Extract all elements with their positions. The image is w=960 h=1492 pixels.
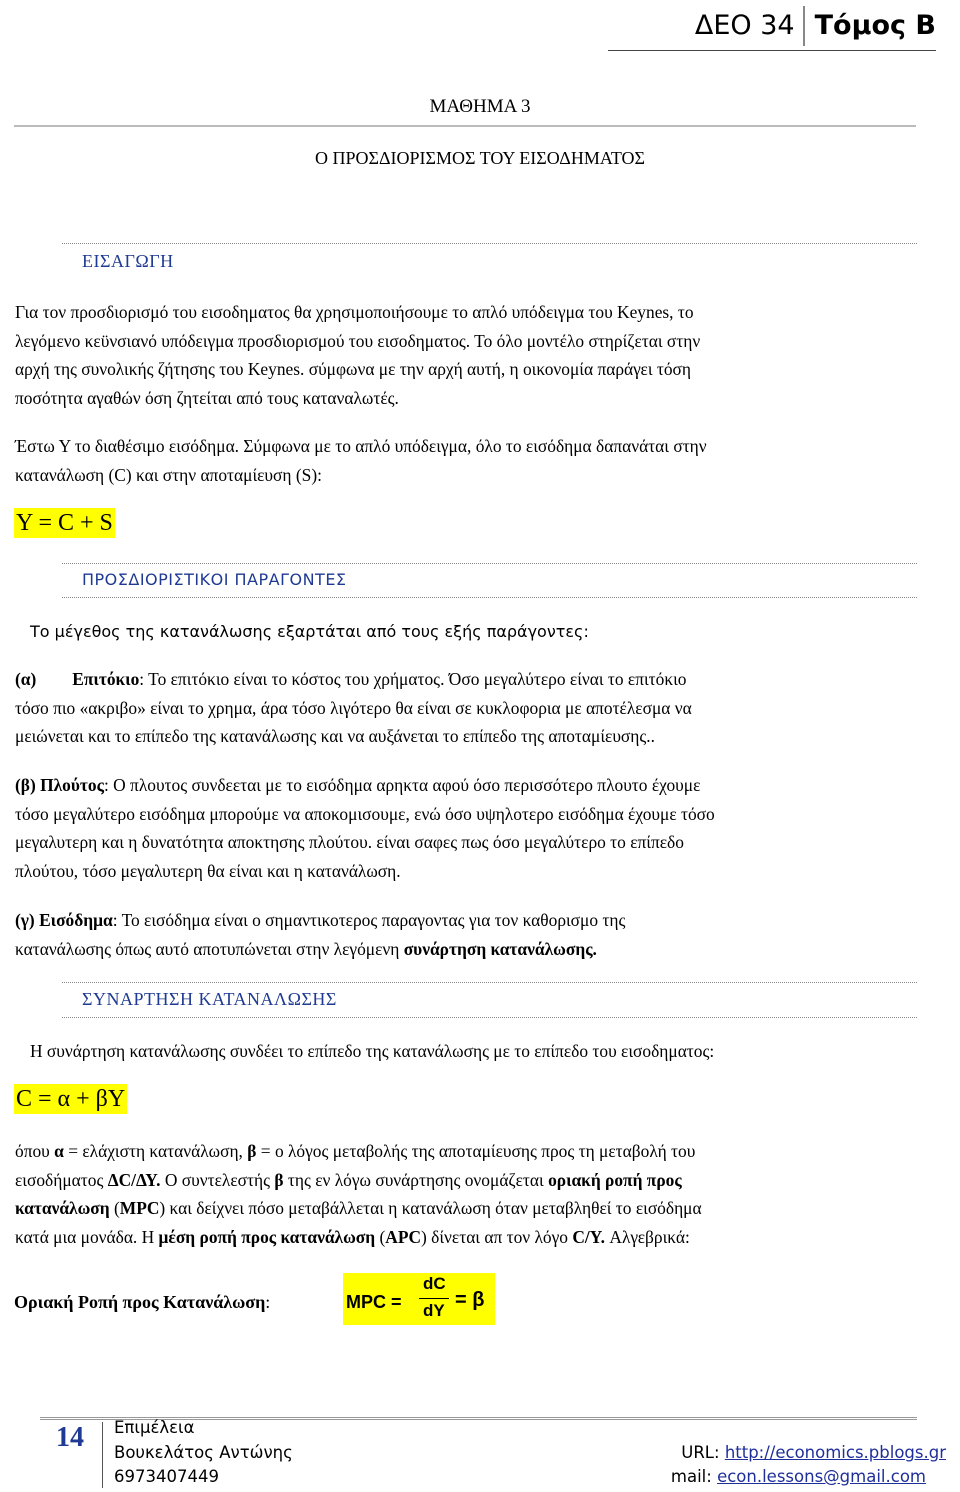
text-line: Για τον προσδιορισμό του εισοδηματος θα χρησιμοποιήσουμε το απλό υπόδειγμα του Keynes, το	[15, 302, 694, 322]
volume-label: Τόμος Β	[814, 10, 936, 41]
footer-mail-line: mail: econ.lessons@gmail.com	[670, 1467, 926, 1486]
factor-label: (β)	[15, 775, 36, 795]
footer-url-line: URL: http://economics.pblogs.gr	[681, 1443, 946, 1462]
intro-paragraph	[15, 298, 920, 412]
factors-heading: ΠΡΟΣΔΙΟΡΙΣΤΙΚΟΙ ΠΑΡΑΓΟΝΤΕΣ	[82, 570, 347, 589]
factor-interest: (α) Επιτόκιο: Το επιτόκιο είναι το κόστος του χρήματος. Όσο μεγαλύτερο είναι το επιτόκιο τόσο πιο «ακριβο» είναι το χρημα, άρα τόσο λιγότερο θα είναι σε κυκλοφορια με αποτέλεσμα να μειώνεται και το επίπεδο της κατανάλωσης και να αυξάνεται το επίπεδο της αποταμίευσης..	[15, 665, 920, 751]
factor-label: (γ)	[15, 910, 35, 930]
text-line: ποσότητα αγαθών όση ζητείται από τους καταναλωτές.	[15, 387, 399, 408]
footer-phone: 6973407449	[114, 1467, 219, 1486]
intro-heading: ΕΙΣΑΓΩΓΗ	[82, 251, 174, 271]
factor-label: (α)	[15, 669, 37, 689]
text-line: μειώνεται και το επίπεδο της κατανάλωσης και να αυξάνεται το επίπεδο της αποταμίευσης..	[15, 726, 655, 746]
consumption-heading: ΣΥΝΑΡΤΗΣΗ ΚΑΤΑΝΑΛΩΣΗΣ	[82, 989, 337, 1009]
footer-author: Βουκελάτος Αντώνης	[114, 1443, 293, 1462]
subject-title: Ο ΠΡΟΣΔΙΟΡΙΣΜΟΣ ΤΟΥ ΕΙΣΟΔΗΜΑΤΟΣ	[314, 148, 646, 168]
text-line: κατανάλωση (C) και στην αποταμίευση (S):	[15, 464, 322, 485]
header-rule	[608, 50, 936, 51]
consumption-equation: C = α + βY	[16, 1086, 126, 1112]
factor-wealth: (β) Πλούτος: Ο πλουτος συνδεεται με το εισόδημα αρηκτα αφού όσο περισσότερο πλουτο έχουμε τόσο μεγαλύτερο εισόδημα μπορούμε να αποκομισουμε, ενώ όσο υψηλοτερο εισόδημα έχουμε τόσο μεγαλυτερη και η δυνατότητα αποκτησης πλούτου. είναι σαφες πως όσο μεγαλύτερο το επίπεδο πλούτου, τόσο μεγαλυτερη θα είναι και η κατανάλωση.	[15, 771, 920, 885]
fraction-bar	[419, 1298, 449, 1299]
factor-income: (γ) Εισόδημα: Το εισόδημα είναι ο σημαντικοτερος παραγοντας για τον καθορισμο της κατανάλωσης όπως αυτό αποτυπώνεται στην λεγόμενη συνάρτηση κατανάλωσης.	[15, 910, 626, 959]
lesson-title: ΜΑΘΗΜΑ 3	[429, 96, 531, 117]
text-line: τόσο πιο «ακριβο» είναι το χρημα, άρα τόσο λιγότερο θα είναι σε κυκλοφορια με αποτέλεσμα να	[15, 697, 692, 718]
page-header	[695, 6, 936, 46]
page-number: 14	[56, 1422, 84, 1453]
mpc-formula: MPC = dC dY = β	[343, 1273, 495, 1325]
definition-paragraph: όπου α = ελάχιστη κατανάλωση, β = ο λόγος μεταβολής της αποταμίευσης προς τη μεταβολή του εισοδήματος ΔC/ΔΥ. Ο συντελεστής β της εν λόγω συνάρτησης ονομάζεται οριακή ροπή προς κατανάλωση (MPC) και δείχνει πόσο μεταβάλλεται η κατανάλωση όταν μεταβληθεί το εισόδημα κατά μια μονάδα. Η μέση ροπή προς κατανάλωση (APC) δίνεται απ τον λόγο C/Y. Αλγεβρικά:	[15, 1141, 702, 1247]
income-paragraph	[15, 432, 920, 489]
factors-lead: Το μέγεθος της κατανάλωσης εξαρτάται από τους εξής παράγοντες:	[30, 622, 589, 641]
footer-url-link[interactable]: http://economics.pblogs.gr	[724, 1443, 946, 1462]
heading-rule	[62, 563, 917, 564]
consumption-lead: Η συνάρτηση κατανάλωσης συνδέει το επίπεδο της κατανάλωσης με το επίπεδο του εισοδηματος:	[30, 1041, 715, 1061]
mpc-label: Οριακή Ροπή προς Κατανάλωση:	[14, 1292, 271, 1312]
heading-rule	[62, 982, 917, 983]
factor-term: Εισόδημα	[39, 910, 113, 930]
heading-rule	[62, 243, 917, 244]
text-line: αρχή της συνολικής ζήτησης του Keynes. σύμφωνα με την αρχή αυτή, η οικονομία παράγει τόση	[15, 359, 691, 379]
text-line: τόσο μεγαλύτερο εισόδημα μπορούμε να αποκομισουμε, ενώ όσο υψηλοτερο εισόδημα έχουμε τόσο	[15, 803, 715, 824]
text-line: πλούτου, τόσο μεγαλυτερη θα είναι και η κατανάλωση.	[15, 860, 401, 881]
footer-credit-label: Επιμέλεια	[114, 1418, 195, 1437]
heading-rule	[62, 597, 917, 598]
title-rule	[14, 125, 916, 127]
text-line: μεγαλυτερη και η δυνατότητα αποκτησης πλούτου. είναι σαφες πως όσο μεγαλύτερο το επίπεδο	[15, 832, 684, 852]
footer-divider	[102, 1422, 103, 1488]
text-line: λεγόμενο κεϋνσιανό υπόδειγμα προσδιορισμού του εισοδηματος. Το όλο μοντέλο στηρίζεται στην	[15, 330, 701, 351]
course-code: ΔΕΟ 34	[695, 6, 805, 46]
factor-term: Επιτόκιο	[72, 669, 140, 689]
income-equation: Y = C + S	[16, 510, 113, 536]
footer-mail-link[interactable]: econ.lessons@gmail.com	[717, 1467, 926, 1486]
text-line: Έστω Υ το διαθέσιμο εισόδημα. Σύμφωνα με το απλό υπόδειγμα, όλο το εισόδημα δαπανάται στην	[15, 436, 707, 456]
heading-rule	[62, 1017, 917, 1018]
factor-term: Πλούτος	[40, 775, 104, 795]
